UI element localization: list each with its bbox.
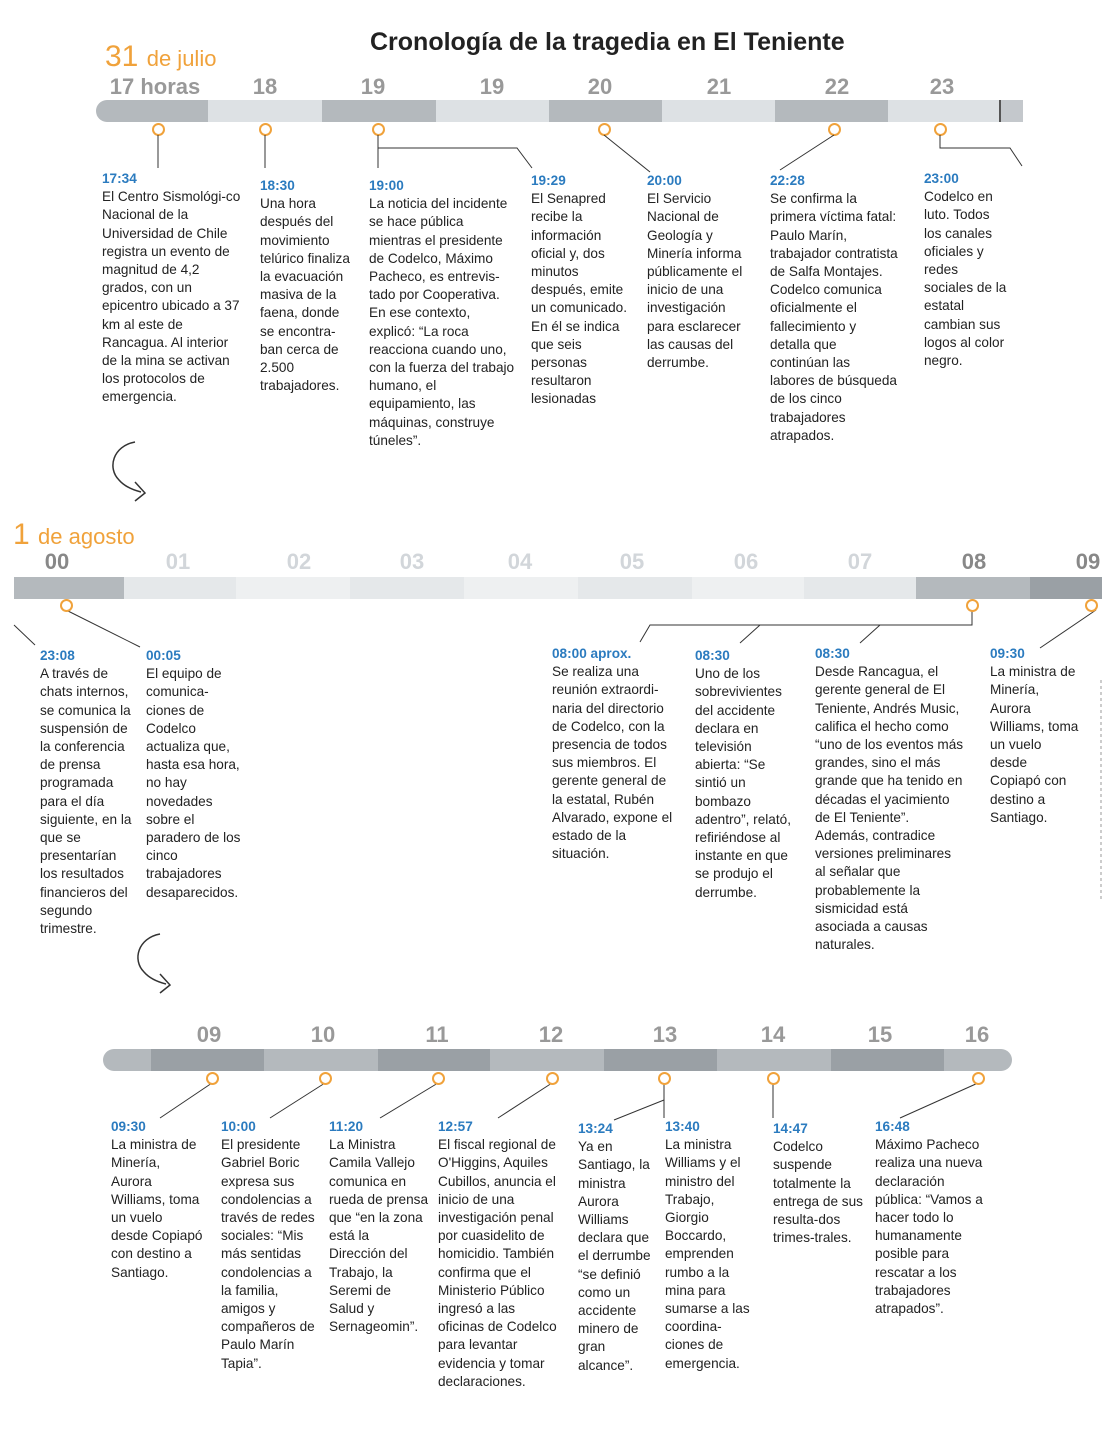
date-heading-august: 1 de agosto xyxy=(13,518,135,551)
hour-label: 16 xyxy=(964,1022,990,1047)
hour-label: 22 xyxy=(824,74,850,99)
hour-label: 10 xyxy=(310,1022,336,1047)
event-card: 23:08 A través de chats internos, se comunica la suspensión de la conferencia de prensa programada para el día siguiente, en la que se presentarían los resultados financieros del segundo trimestre. xyxy=(40,648,132,937)
event-card: 17:34 El Centro Sismológi-co Nacional de la Universidad de Chile registra un evento de magnitud de 4,2 grados, con un epicentro ubicado a 37 km al este de Rancagua. Al interior de la mina se activan los protocolos de emergencia. xyxy=(102,171,241,405)
event-marker xyxy=(972,1072,985,1085)
event-marker xyxy=(60,599,73,612)
event-marker xyxy=(658,1072,671,1085)
hour-label: 13 xyxy=(652,1022,678,1047)
hour-label: 14 xyxy=(760,1022,786,1047)
continue-arrow-icon xyxy=(130,930,190,1000)
hour-label: 09 xyxy=(1075,549,1101,574)
hour-label: 06 xyxy=(733,549,759,574)
hour-label: 09 xyxy=(196,1022,222,1047)
event-marker xyxy=(432,1072,445,1085)
event-card: 23:00 Codelco en luto. Todos los canales oficiales y redes sociales de la estatal cambian sus logos al color negro. xyxy=(924,171,1007,369)
hour-label: 19 xyxy=(479,74,505,99)
event-card: 13:40 La ministra Williams y el ministro del Trabajo, Giorgio Boccardo, emprenden rumbo a la mina para sumarse a las coordina-ciones de emergencia. xyxy=(665,1119,750,1371)
hour-label: 17 horas xyxy=(109,74,201,99)
event-card: 19:29 El Senapred recibe la información oficial y, dos minutos después, emite un comunicado. En él se indica que seis personas resultaron lesionadas xyxy=(531,173,627,407)
hour-label: 18 xyxy=(252,74,278,99)
event-card: 14:47 Codelco suspende totalmente la entrega de sus resulta-dos trimes-trales. xyxy=(773,1121,863,1246)
hour-label: 04 xyxy=(507,549,533,574)
hour-label: 12 xyxy=(538,1022,564,1047)
event-card: 20:00 El Servicio Nacional de Geología y Minería informa públicamente el inicio de una investigación para esclarecer las causas del derrumbe. xyxy=(647,173,743,371)
timeline-bar-august xyxy=(14,577,1102,599)
event-card: 11:20 La Ministra Camila Vallejo comunica en rueda de prensa que “en la zona está la Dirección del Trabajo, la Seremi de Salud y Sernageomin”. xyxy=(329,1119,429,1335)
event-marker xyxy=(767,1072,780,1085)
event-card: 16:48 Máximo Pacheco realiza una nueva declaración pública: “Vamos a hacer todo lo humanamente posible para rescatar a los trabajadores atrapados”. xyxy=(875,1119,983,1317)
hour-label: 07 xyxy=(847,549,873,574)
event-card: 08:00 aprox. Se realiza una reunión extraordi-naria del directorio de Codelco, con la presencia de todos sus miembros. El gerente general de la estatal, Rubén Alvarado, expone el estado de la situación. xyxy=(552,646,673,862)
event-card: 19:00 La noticia del incidente se hace pública mientras el presidente de Codelco, Máximo Pacheco, es entrevis-tado por Cooperativa. En ese contexto, explicó: “La roca reacciona cuando uno, con la fuerza del trabajo humano, el equipamiento, las máquinas, construye túneles”. xyxy=(369,178,515,448)
hour-label: 23 xyxy=(929,74,955,99)
event-card: 09:30 La ministra de Minería, Aurora Williams, toma un vuelo desde Copiapó con destino a Santiago. xyxy=(111,1119,203,1280)
timeline-bar-continued xyxy=(103,1049,1012,1071)
event-card: 22:28 Se confirma la primera víctima fatal: Paulo Marín, trabajador contratista de Salfa Montajes. Codelco comunica oficialmente el fallecimiento y detalla que continúan las labores de búsqueda de los cinco trabajadores atrapados. xyxy=(770,173,898,443)
event-marker xyxy=(319,1072,332,1085)
hour-label: 19 xyxy=(360,74,386,99)
hour-label: 20 xyxy=(587,74,613,99)
event-card: 10:00 El presidente Gabriel Boric expresa sus condolencias a través de redes sociales: “Mis más sentidas condolencias a la familia, amigos y compañeros de Paulo Marín Tapia”. xyxy=(221,1119,315,1371)
hour-label: 01 xyxy=(165,549,191,574)
hour-label: 11 xyxy=(425,1022,449,1047)
hour-label: 02 xyxy=(286,549,312,574)
hour-label: 03 xyxy=(399,549,425,574)
hour-label: 21 xyxy=(706,74,732,99)
hour-label: 05 xyxy=(619,549,645,574)
event-marker xyxy=(1085,599,1098,612)
event-marker xyxy=(206,1072,219,1085)
event-card: 12:57 El fiscal regional de O'Higgins, Aquiles Cubillos, anuncia el inicio de una investigación penal por cuasidelito de homicidio. También confirma que el Ministerio Público ingresó a las oficinas de Codelco para levantar evidencia y tomar declaraciones. xyxy=(438,1119,557,1389)
event-card: 08:30 Desde Rancagua, el gerente general de El Teniente, Andrés Music, califica el hecho como “uno de los eventos más grandes, sino el más grande que ha tenido en décadas el yacimiento de El Teniente”. Además, contradice versiones preliminares al señalar que probablemente la sismicidad está asociada a causas naturales. xyxy=(815,646,964,953)
hour-label: 15 xyxy=(867,1022,893,1047)
event-card: 18:30 Una hora después del movimiento telúrico finaliza la evacuación masiva de la faena, donde se encontra-ban cerca de 2.500 trabajadores. xyxy=(260,178,350,394)
event-card: 00:05 El equipo de comunica-ciones de Codelco actualiza que, hasta esa hora, no hay novedades sobre el paradero de los cinco trabajadores desaparecidos. xyxy=(146,648,241,900)
event-card: 13:24 Ya en Santiago, la ministra Aurora Williams declara que el derrumbe “se definió como un accidente minero de gran alcance”. xyxy=(578,1121,651,1373)
date-heading-july: 31 de julio xyxy=(105,40,217,73)
event-card: 09:30 La ministra de Minería, Aurora Williams, toma un vuelo desde Copiapó con destino a Santiago. xyxy=(990,646,1079,825)
event-marker xyxy=(966,599,979,612)
continue-arrow-icon xyxy=(105,438,165,508)
event-marker xyxy=(546,1072,559,1085)
event-card: 08:30 Uno de los sobrevivientes del accidente declara en televisión abierta: “Se sintió un bombazo adentro”, relató, refiriéndose al instante en que se produjo el derrumbe. xyxy=(695,648,791,900)
hour-label: 00 xyxy=(44,549,70,574)
hour-label: 08 xyxy=(961,549,987,574)
page-title: Cronología de la tragedia en El Teniente xyxy=(370,28,845,56)
